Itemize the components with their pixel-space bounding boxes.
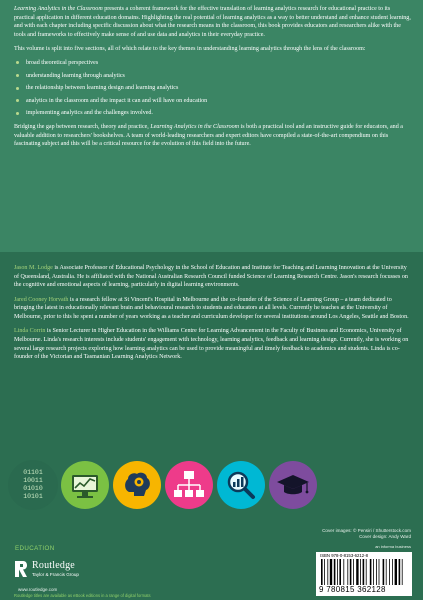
svg-text:10101: 10101 bbox=[23, 493, 43, 500]
author-bio-text: is Associate Professor of Educational Psychology in the School of Education and Institute for Teaching and Learning Innovation at the University of Queensland, Australia. He is affiliated with the National Australian Research Council funded Science of Learning Research Centre. Jason's research focusses on the cognitive and emotional aspects of learning, particularly in digital learning environments. bbox=[14, 265, 408, 289]
isbn-barcode bbox=[316, 552, 412, 596]
blurb-section bbox=[0, 0, 423, 252]
barcode-digits: 9 780815 362128 bbox=[319, 585, 386, 594]
svg-text:01010: 01010 bbox=[23, 485, 43, 492]
chart-monitor-icon bbox=[60, 460, 110, 510]
author-bio-text: is a research fellow at St Vincent's Hospital in Melbourne and the co-founder of the Science of Learning Group – a team dedicated to bringing the latest in educationally relevant brain and behavioural research to students and educators at all levels. Currently he teaches at the University of Melbourne, prior to this he spent a number of years working as a teacher and curriculum developer for several institutions around Los Angeles, Seattle and Boston. bbox=[14, 296, 409, 320]
isbn-text: ISBN 978-0-8153-6212-8 bbox=[320, 553, 369, 558]
barcode-bars bbox=[320, 559, 408, 585]
book-title-italic: Learning Analytics in the Classroom bbox=[150, 124, 240, 131]
author-name: Linda Corrin bbox=[14, 328, 46, 335]
cover-images-credit: Cover images: © Pensiri / Shutterstock.com bbox=[322, 528, 411, 533]
blurb-p3-text-a: Bridging the gap between research, theory and practice, bbox=[14, 124, 151, 131]
binary-code-icon bbox=[8, 460, 58, 510]
blurb-paragraph-1 bbox=[14, 5, 411, 39]
author-name: Jason M. Lodge bbox=[14, 265, 53, 271]
blurb-paragraph-2: This volume is split into five sections, all of which relate to the key themes in understanding learning analytics through the lens of the classroom: bbox=[14, 46, 366, 53]
author-name: Jared Cooney Horvath bbox=[14, 296, 69, 303]
list-item: implementing analytics and the challenges involved. bbox=[14, 110, 411, 116]
routledge-mark-icon bbox=[14, 560, 28, 578]
hierarchy-icon bbox=[164, 460, 214, 510]
blurb-p3-text-b: is both a practical tool and an instructive guide for educators, and a valuable addition to researchers' bookshelves. A team of world-leading researchers and expert editors have compiled a state-of-the-art compendium on this fascinating subject and this will be a critical resource for the evolution of this field into the future. bbox=[14, 124, 403, 148]
author-bio-corrin bbox=[14, 327, 411, 361]
author-bio-horvath bbox=[14, 296, 411, 322]
author-bio-lodge bbox=[14, 264, 411, 290]
publisher-url[interactable]: www.routledge.com bbox=[18, 587, 58, 592]
list-item: analytics in the classroom and the impact it can and will have on education bbox=[14, 98, 411, 104]
publisher-group: Taylor & Francis Group bbox=[32, 572, 79, 577]
list-item: broad theoretical perspectives bbox=[14, 60, 411, 66]
ebook-note: Routledge titles are available as eBook editions in a range of digital formats bbox=[14, 593, 151, 598]
graduation-cap-icon bbox=[268, 460, 318, 510]
list-item: understanding learning through analytics bbox=[14, 73, 411, 79]
subject-category: EDUCATION bbox=[15, 545, 55, 552]
publisher-logo bbox=[14, 560, 124, 586]
cover-design-credit: Cover design: Andy Ward bbox=[359, 534, 411, 540]
blurb-paragraph-3 bbox=[14, 123, 411, 149]
publisher-name: Routledge bbox=[32, 560, 75, 571]
list-item: the relationship between learning design and learning analytics bbox=[14, 85, 411, 91]
book-title-italic: Learning Analytics in the Classroom bbox=[14, 6, 103, 12]
cover-credits bbox=[322, 528, 411, 550]
magnify-chart-icon bbox=[216, 460, 266, 510]
brain-gear-icon bbox=[112, 460, 162, 510]
informa-tagline: an informa business bbox=[375, 544, 411, 550]
blurb-p1-text: presents a coherent framework for the effective translation of learning analytics research for educational practice to its practical application in different education domains. Highlighting the real potential of learning analytics as a way to better understand and enhance student learning, and with each chapter including specific discussion about what the research means in the classroom, this book provides educators and researchers alike with the tools and frameworks to effectively make sense of and use data and analytics in their everyday practice. bbox=[14, 6, 411, 38]
svg-text:01101: 01101 bbox=[23, 469, 43, 476]
svg-text:10011: 10011 bbox=[23, 477, 43, 484]
author-bio-text: is Senior Lecturer in Higher Education in the Williams Centre for Learning Advancement in the Faculty of Business and Economics, University of Melbourne. Linda's research interests include students' engagement with technology, learning analytics, feedback and learning design. Currently, she is working on several large research projects exploring how learning analytics can be used to provide meaningful and timely feedback to academics and students. Linda is co-founder of the Victorian and Tasmanian Learning Analytics Network. bbox=[14, 328, 409, 361]
theme-icons-row bbox=[8, 460, 328, 512]
section-list bbox=[14, 60, 411, 117]
